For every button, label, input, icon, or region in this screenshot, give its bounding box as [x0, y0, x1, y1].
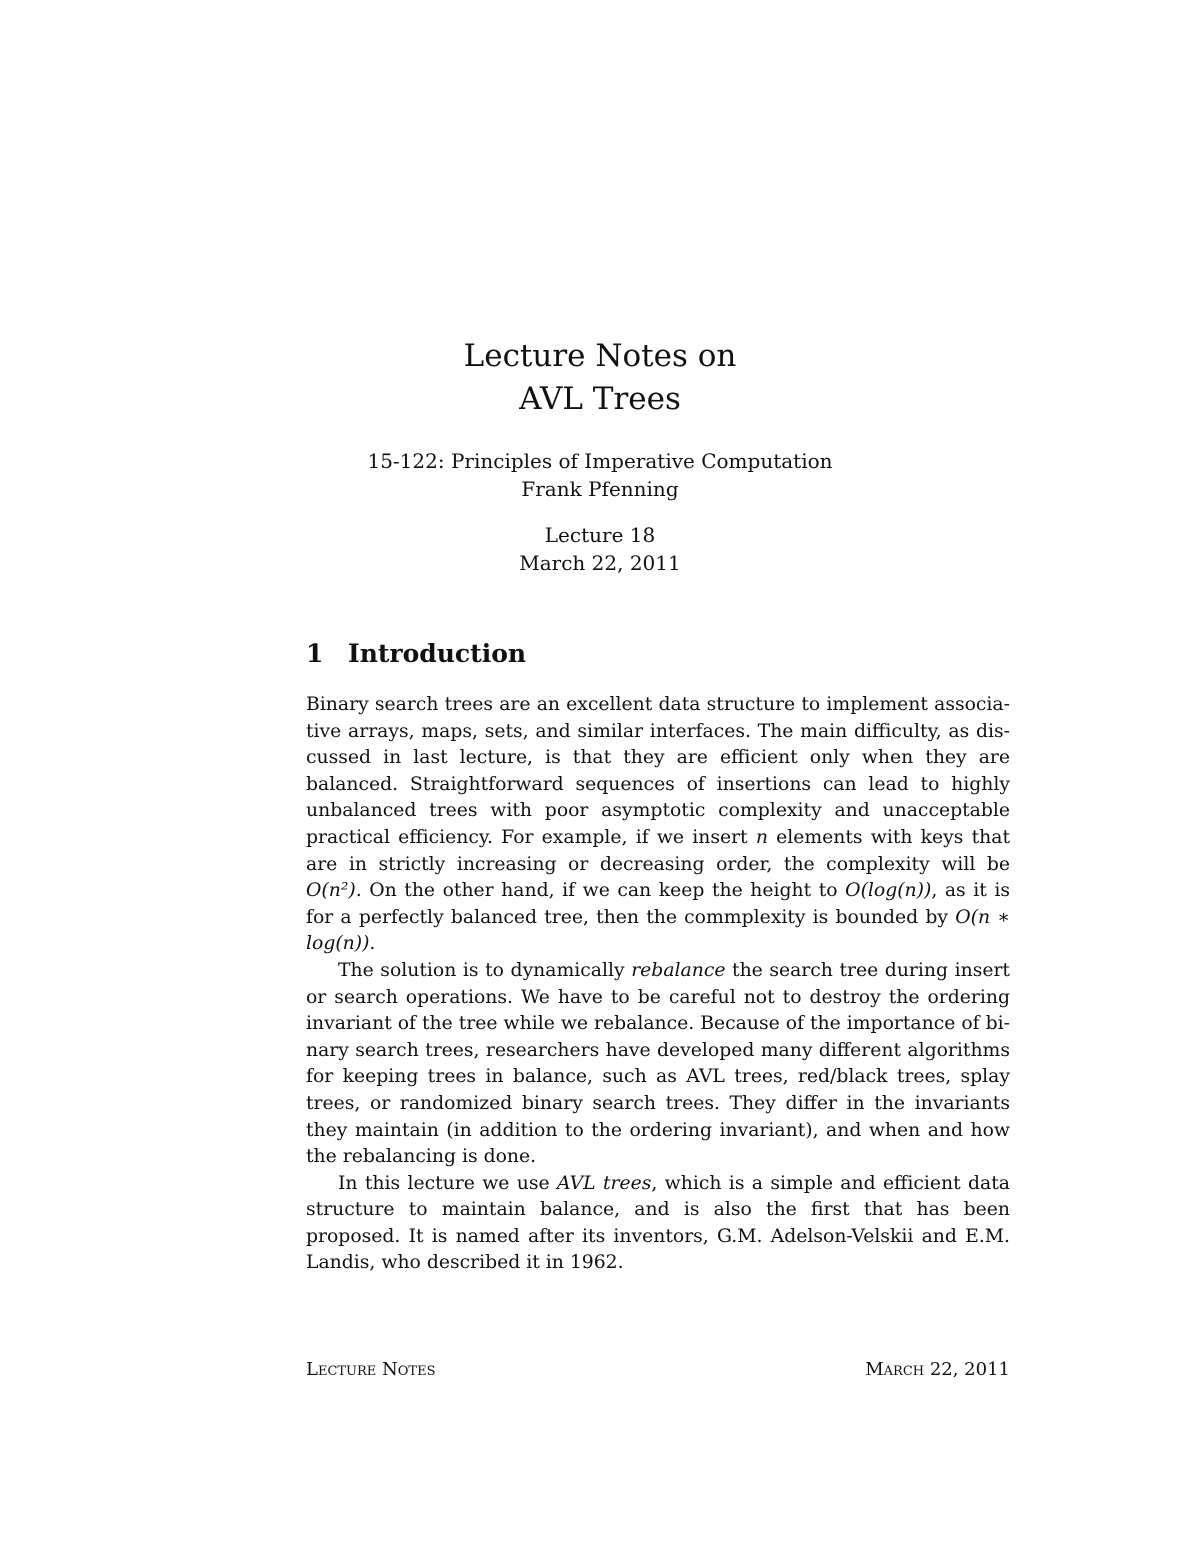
course-name: 15-122: Principles of Imperative Computation: [367, 449, 833, 473]
paragraph-3: [306, 1171, 1010, 1277]
lecture-number: Lecture 18: [544, 523, 656, 547]
title-line-1: Lecture Notes on: [463, 338, 737, 374]
section-number: 1: [306, 639, 324, 668]
section-title: Introduction: [348, 639, 527, 668]
emphasis-rebalance: rebalance: [631, 959, 726, 981]
paragraph-2: [306, 958, 1010, 1171]
footer-right: March 22, 2011: [865, 1359, 1010, 1380]
paragraph-1-text-b: elements with keys that are in strictly increasing or decreasing order, the complexity will be: [306, 826, 1010, 875]
document-title: [0, 335, 1200, 421]
paragraph-3-text-b: , which is a simple and efficient data structure to maintain balance, and is also the first that has been proposed. It is named after its inventors, G.M. Adelson-Velskii and E.M. Landis, who described it in 1962.: [306, 1172, 1010, 1274]
lecture-info-block: [0, 521, 1200, 577]
paragraph-1-text-c: . On the other hand, if we can keep the height to: [355, 880, 846, 902]
math-n: n: [755, 826, 768, 848]
emphasis-avl-trees: AVL trees: [556, 1172, 652, 1194]
title-line-2: AVL Trees: [519, 381, 681, 417]
lecture-date: March 22, 2011: [519, 551, 681, 575]
paragraph-2-text-a: The solution is to dynamically: [338, 959, 632, 981]
course-author-block: [0, 447, 1200, 503]
footer-left: Lecture Notes: [306, 1359, 436, 1380]
body-text: [306, 692, 1010, 1277]
author-name: Frank Pfenning: [521, 477, 679, 501]
paragraph-2-text-b: the search tree during insert or search operations. We have to be careful not to destroy the ordering invariant of the tree while we rebalance. Because of the importance of binary search trees, researchers have developed many different algorithms for keeping trees in balance, such as AVL trees, red/black trees, splay trees, or randomized binary search trees. They differ in the invariants they maintain (in addition to the ordering invariant), and when and how the rebalancing is done.: [306, 959, 1010, 1168]
math-o-log-n: O(log(n)): [845, 880, 932, 902]
section-heading: [306, 637, 526, 671]
paragraph-1-text-a: Binary search trees are an excellent data structure to implement associative arrays, maps, sets, and similar interfaces. The main difficulty, as discussed in last lecture, is that they are efficient only when they are balanced. Straightforward sequences of insertions can lead to highly unbalanced trees with poor asymptotic complexity and unacceptable practical efficiency. For example, if we insert: [306, 694, 1010, 848]
paragraph-1-text-e: .: [369, 933, 376, 955]
paragraph-1: [306, 692, 1010, 958]
math-o-n-squared: O(n²): [306, 880, 356, 902]
paragraph-1-text-d: , as it is for a perfectly balanced tree, then the commplexity is bounded by: [306, 880, 1011, 928]
paragraph-3-text-a: In this lecture we use: [338, 1172, 557, 1194]
math-o-n-log-n: O(n ∗ log(n)): [306, 906, 1010, 955]
